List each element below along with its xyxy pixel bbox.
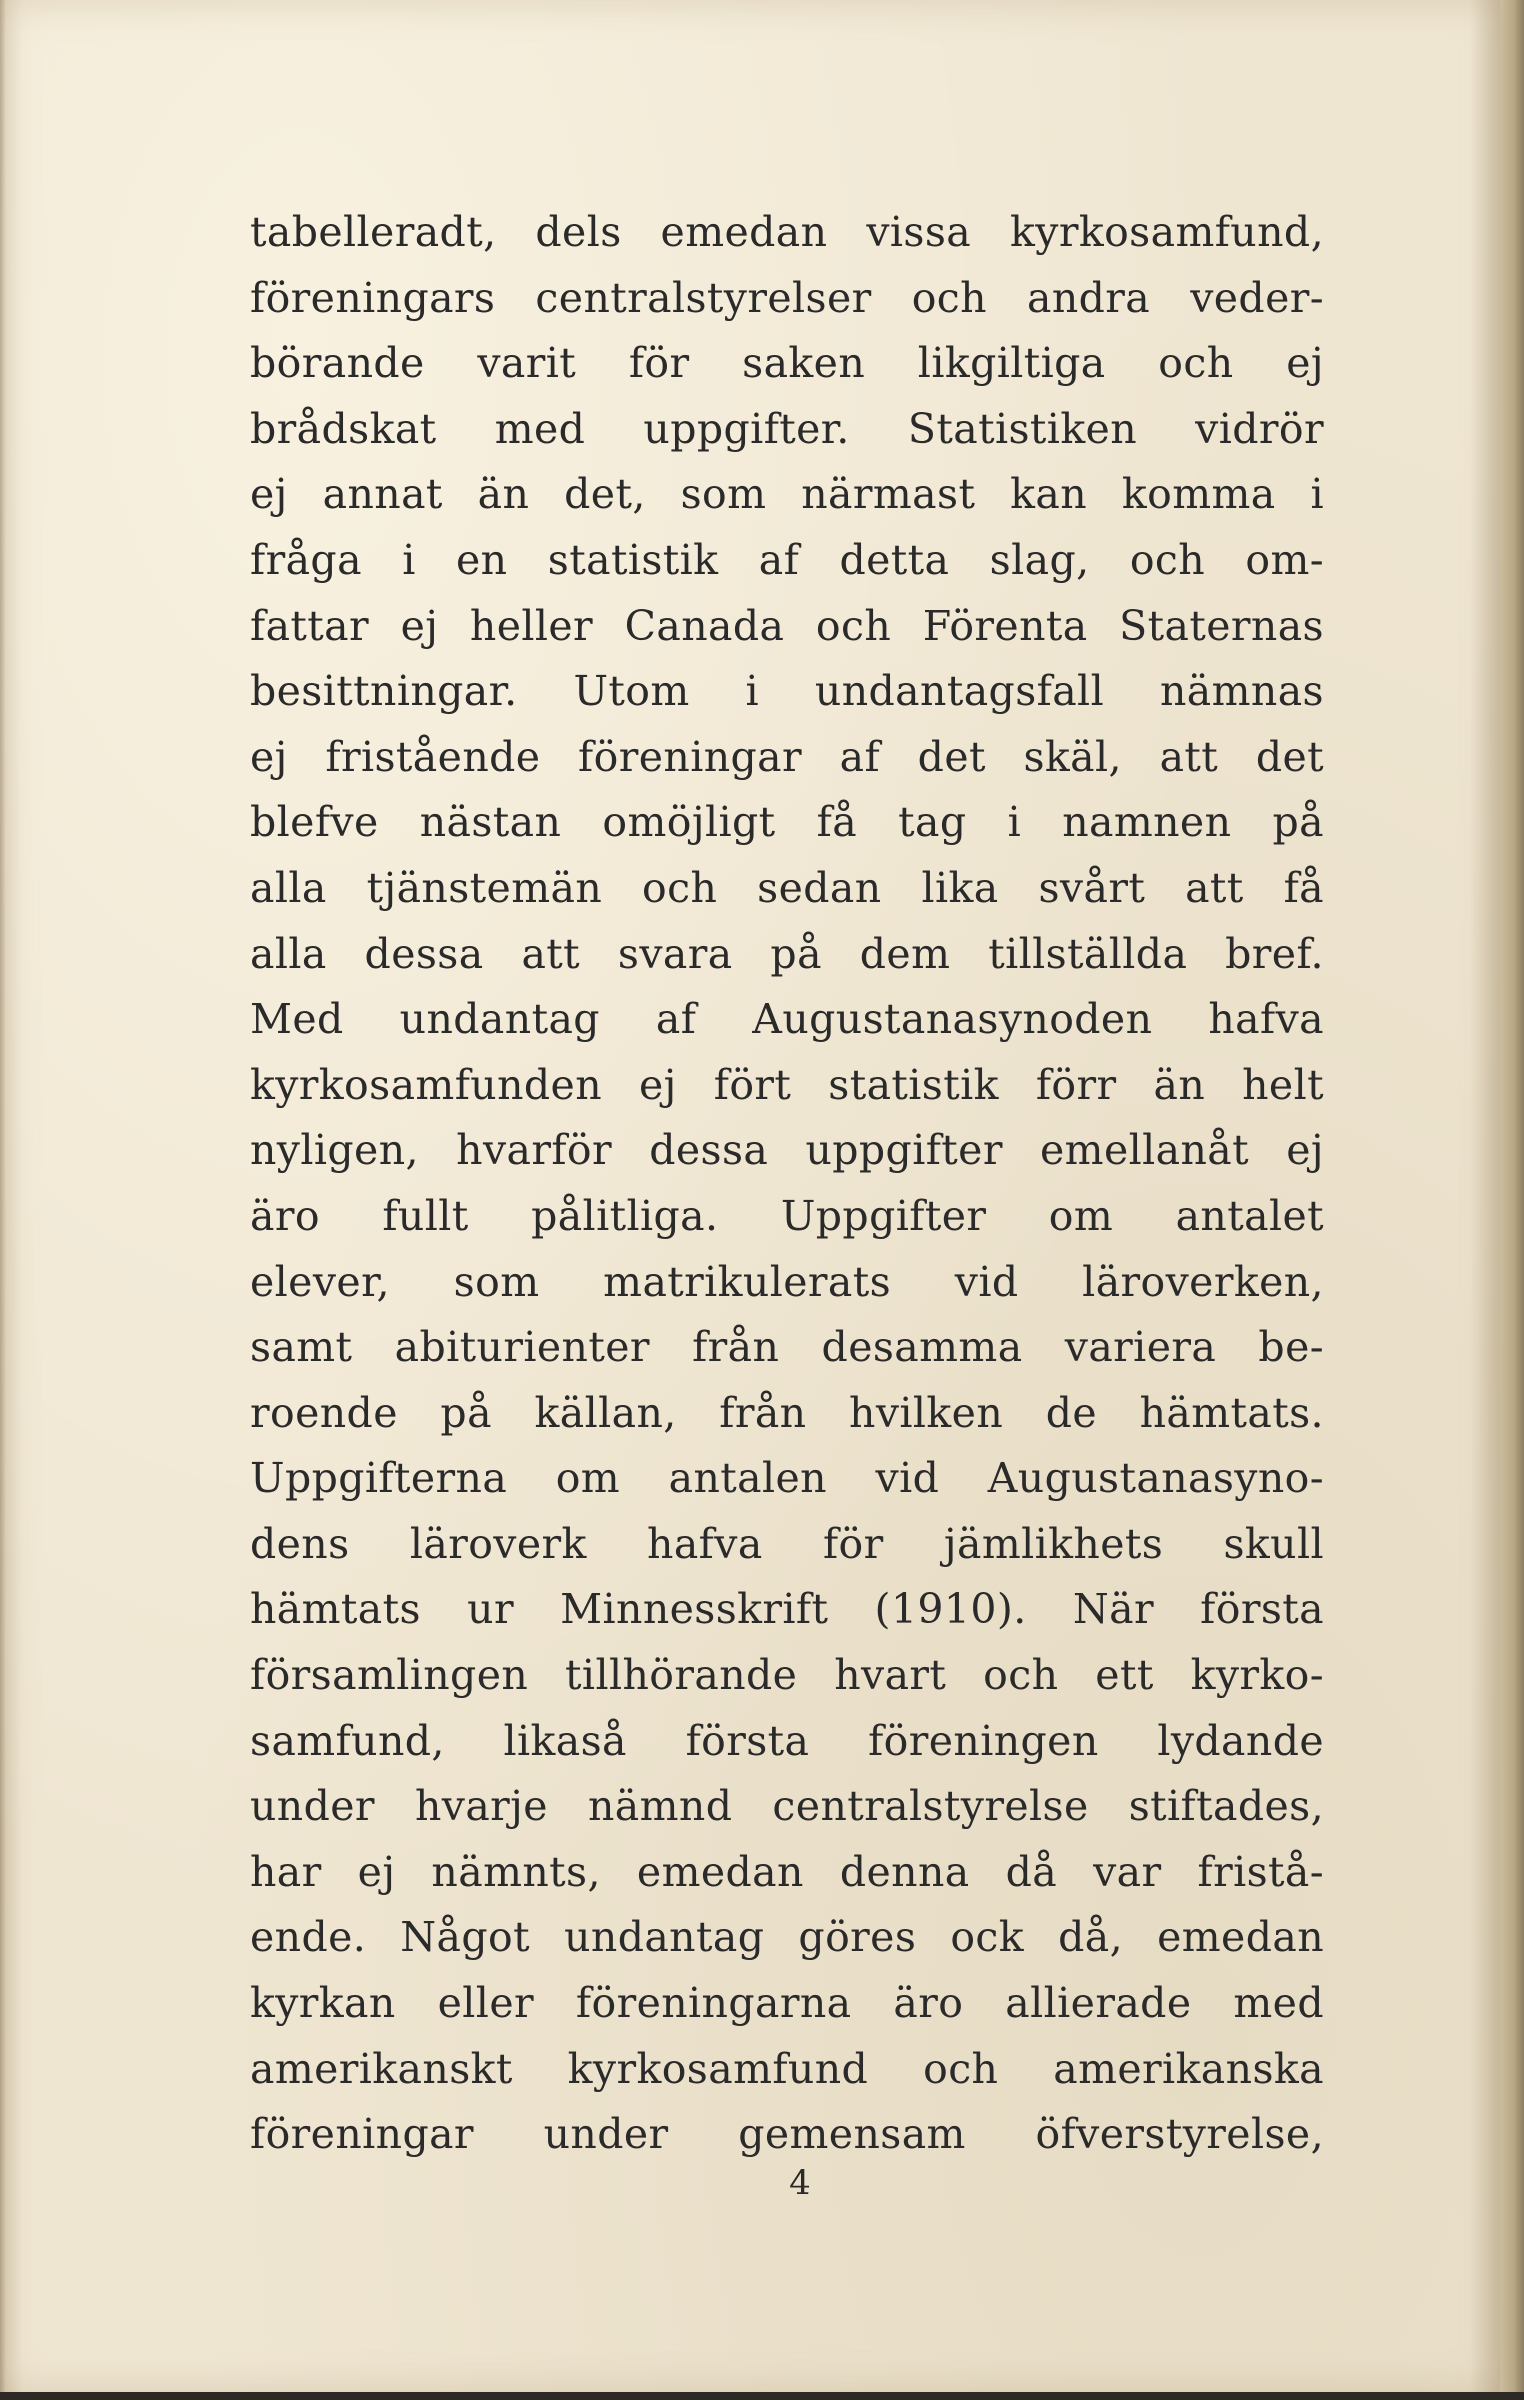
text-line: hämtats ur Minnesskrift (1910). När första [250, 1585, 1324, 1634]
text-line: roende på källan, från hvilken de hämtats. [250, 1388, 1324, 1437]
text-line: nyligen, hvarför dessa uppgifter emellanåt ej [250, 1126, 1324, 1175]
text-line: samt abiturienter från desamma variera be- [250, 1323, 1324, 1372]
text-line: elever, som matrikulerats vid läroverken, [250, 1257, 1324, 1306]
text-line: fråga i en statistik af detta slag, och om- [250, 535, 1324, 584]
text-line: äro fullt pålitliga. Uppgifter om antalet [250, 1191, 1324, 1240]
text-line: dens läroverk hafva för jämlikhets skull [250, 1519, 1324, 1568]
text-line: ej fristående föreningar af det skäl, att det [250, 732, 1324, 781]
text-line: under hvarje nämnd centralstyrelse stiftades, [250, 1782, 1324, 1831]
text-line: ej annat än det, som närmast kan komma i [250, 470, 1324, 519]
text-line: alla dessa att svara på dem tillställda bref. [250, 929, 1324, 978]
page-number: 4 [789, 2163, 811, 2203]
text-line: samfund, likaså första föreningen lydande [250, 1716, 1324, 1765]
text-line: ende. Något undantag göres ock då, emedan [250, 1913, 1324, 1962]
text-line: fattar ej heller Canada och Förenta Staternas [250, 601, 1324, 650]
text-line: kyrkosamfunden ej fört statistik förr än helt [250, 1060, 1324, 1109]
text-line: församlingen tillhörande hvart och ett kyrko- [250, 1651, 1324, 1700]
text-line: besittningar. Utom i undantagsfall nämnas [250, 667, 1324, 716]
page-fold-shadow [0, 0, 6, 2392]
page-edge-right [1500, 0, 1524, 2400]
text-line: amerikanskt kyrkosamfund och amerikanska [250, 2044, 1324, 2093]
text-line: brådskat med uppgifter. Statistiken vidrör [250, 404, 1324, 453]
page-edge-bottom [0, 2392, 1524, 2400]
text-line: kyrkan eller föreningarna äro allierade med [250, 1979, 1324, 2028]
text-line: Uppgifterna om antalen vid Augustanasyno- [250, 1454, 1324, 1503]
text-line: har ej nämnts, emedan denna då var fristå- [250, 1847, 1324, 1896]
text-line: börande varit för saken likgiltiga och ej [250, 339, 1324, 388]
text-line: Med undantag af Augustanasynoden hafva [250, 995, 1324, 1044]
body-text [250, 200, 1324, 2168]
text-line: föreningars centralstyrelser och andra veder- [250, 273, 1324, 322]
text-line: tabelleradt, dels emedan vissa kyrkosamfund, [250, 208, 1324, 256]
text-line: alla tjänstemän och sedan lika svårt att få [250, 863, 1324, 912]
text-line: föreningar under gemensam öfverstyrelse, [250, 2110, 1324, 2159]
text-line: blefve nästan omöjligt få tag i namnen på [250, 798, 1324, 847]
